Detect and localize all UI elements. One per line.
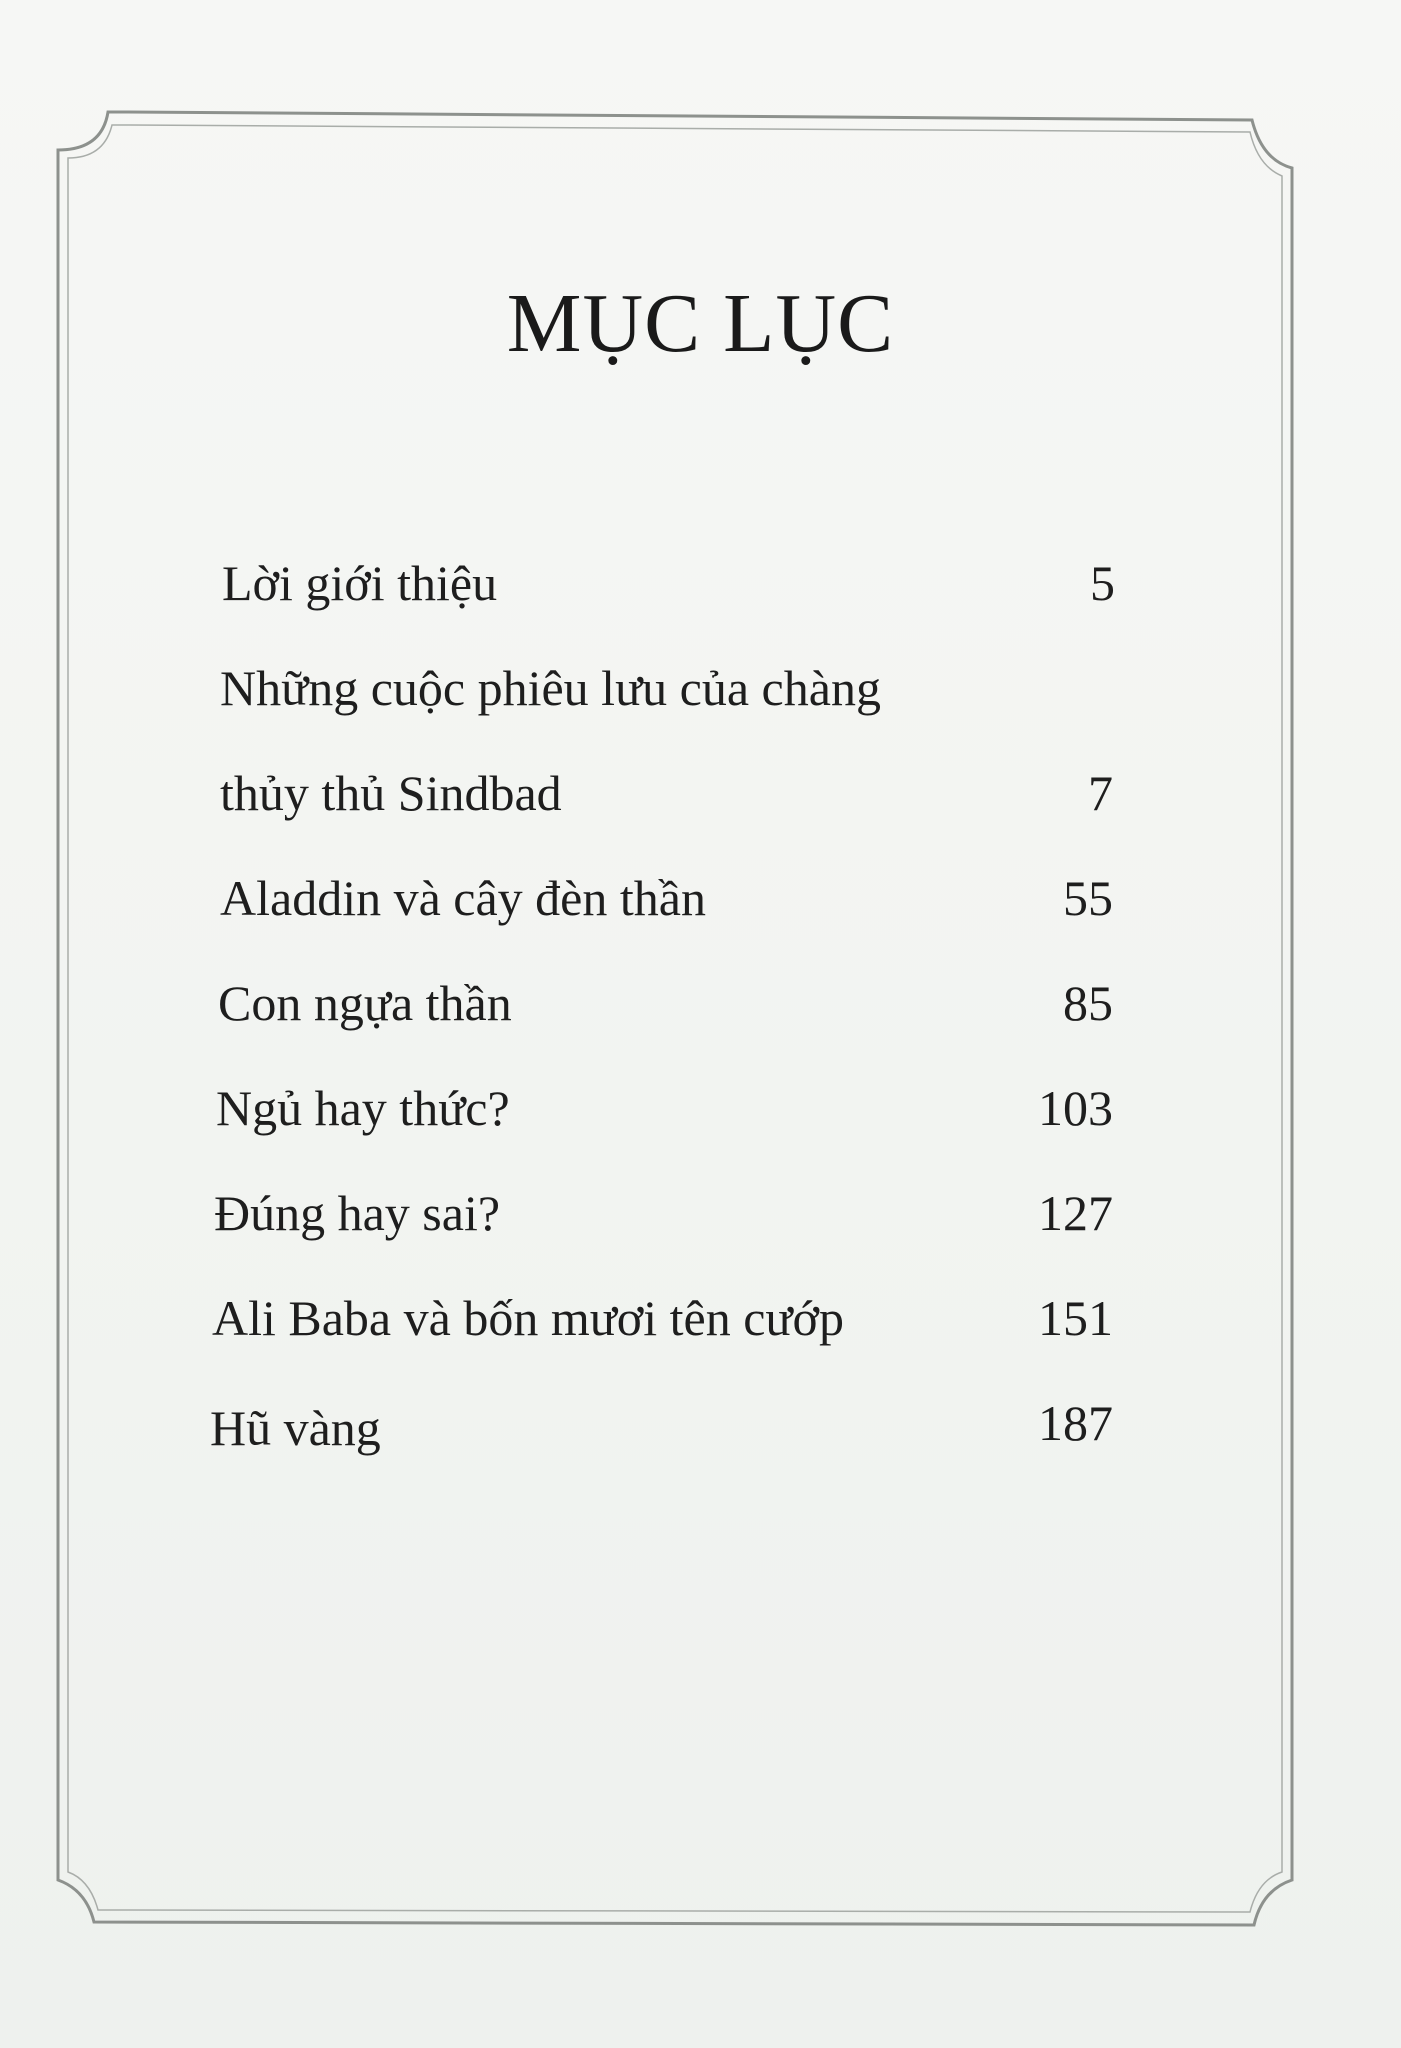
toc-entry-title: Đúng hay sai? xyxy=(214,1185,501,1241)
toc-entry-page: 103 xyxy=(1038,1080,1113,1136)
toc-entry-page: 7 xyxy=(1088,765,1113,821)
toc-entry-page: 85 xyxy=(1063,975,1113,1031)
toc-entry-page: 127 xyxy=(1038,1185,1113,1241)
toc-entry-page: 5 xyxy=(1090,555,1115,611)
toc-entry-title: Ali Baba và bốn mươi tên cướp xyxy=(212,1290,844,1346)
toc-entry-page: 55 xyxy=(1063,870,1113,926)
toc-entry-title: Aladdin và cây đèn thần xyxy=(220,870,706,926)
toc-entry-title: Lời giới thiệu xyxy=(222,555,498,611)
toc-entry-page: 151 xyxy=(1038,1290,1113,1346)
toc-entry-title: thủy thủ Sindbad xyxy=(220,765,562,821)
page-title: MỤC LỤC xyxy=(506,277,895,370)
toc-entry-page: 187 xyxy=(1038,1395,1113,1451)
toc-entry-title: Con ngựa thần xyxy=(218,975,512,1031)
toc-entry-title: Những cuộc phiêu lưu của chàng xyxy=(220,660,881,716)
toc-entry-title: Hũ vàng xyxy=(210,1400,381,1456)
toc-entry-title: Ngủ hay thức? xyxy=(216,1080,510,1136)
